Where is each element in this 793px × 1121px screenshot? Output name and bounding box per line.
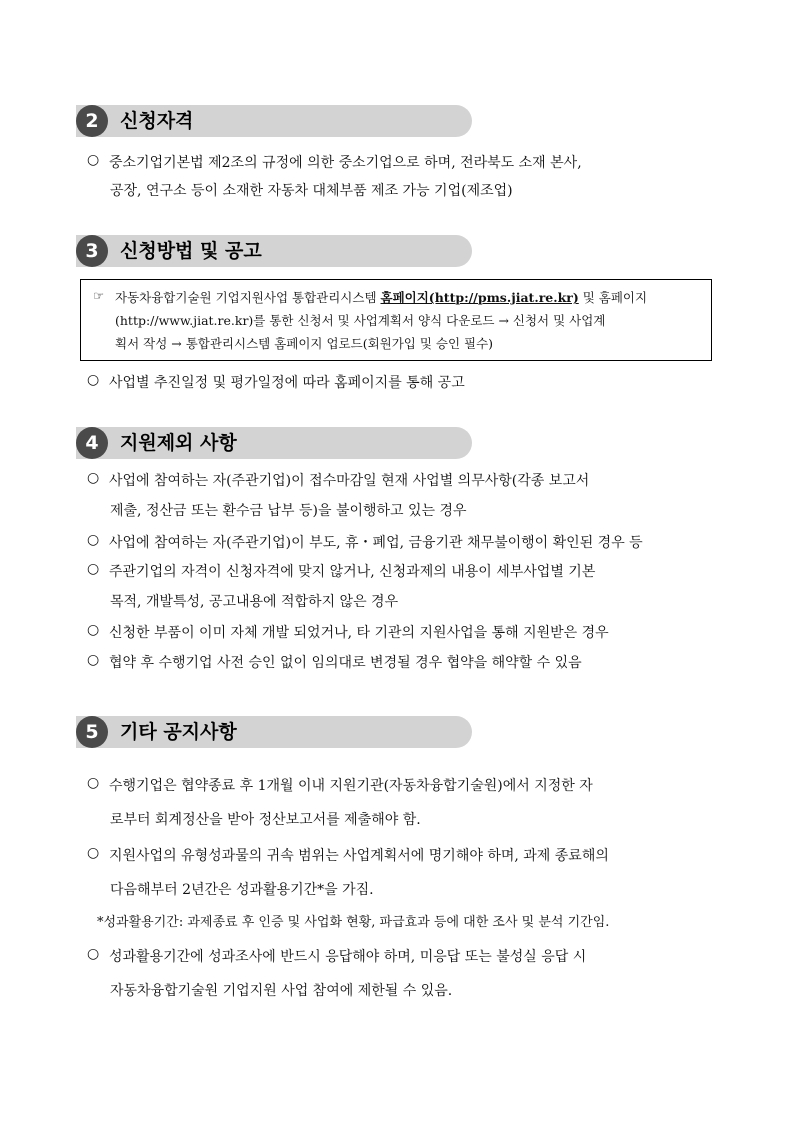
method-line-3: 획서 작성 → 통합관리시스템 홈페이지 업로드(회원가입 및 승인 필수) — [115, 336, 494, 351]
bullet-icon: ○ — [87, 946, 100, 962]
bullet-icon: ○ — [87, 845, 100, 861]
section-title: 기타 공지사항 — [120, 721, 237, 743]
item-text: 주관기업의 자격이 신청자격에 맞지 않거나, 신청과제의 내용이 세부사업별 기본 — [109, 564, 596, 580]
bullet-icon: ○ — [87, 775, 100, 791]
method-text: 자동차융합기술원 기업지원사업 통합관리시스템 — [115, 290, 381, 305]
section-3-header — [76, 235, 472, 267]
section-number-badge: 2 — [76, 105, 108, 137]
item-text: 로부터 회계정산을 받아 정산보고서를 제출해야 함. — [110, 812, 421, 828]
item-text: 지원사업의 유형성과물의 귀속 범위는 사업계획서에 명기해야 하며, 과제 종료해의 — [109, 848, 609, 864]
item-text: 수행기업은 협약종료 후 1개월 이내 지원기관(자동차융합기술원)에서 지정한 자 — [109, 778, 593, 794]
pointing-hand-icon: ☞ — [93, 288, 105, 303]
item-text: 다음해부터 2년간은 성과활용기간*을 가짐. — [110, 882, 374, 898]
section-5-header — [76, 716, 472, 748]
item-text: 사업별 추진일정 및 평가일정에 따라 홈페이지를 통해 공고 — [109, 375, 465, 391]
item-text: 자동차융합기술원 기업지원 사업 참여에 제한될 수 있음. — [110, 983, 453, 999]
section-2-header — [76, 105, 472, 137]
bullet-icon: ○ — [87, 152, 100, 168]
item-text: 목적, 개발특성, 공고내용에 적합하지 않은 경우 — [110, 594, 399, 610]
item-text: 제출, 정산금 또는 환수금 납부 등)을 불이행하고 있는 경우 — [110, 503, 467, 519]
method-line-1 — [115, 288, 647, 306]
bullet-icon: ○ — [87, 372, 100, 388]
item-text: 신청한 부품이 이미 자체 개발 되었거나, 타 기관의 지원사업을 통해 지원받은 경우 — [109, 625, 609, 641]
section-title: 신청방법 및 공고 — [120, 240, 262, 262]
method-line-2: (http://www.jiat.re.kr)를 통한 신청서 및 사업계획서 양식 다운로드 → 신청서 및 사업계 — [115, 313, 606, 328]
bullet-icon: ○ — [87, 622, 100, 638]
item-text: 사업에 참여하는 자(주관기업)이 부도, 휴・폐업, 금융기관 채무불이행이 확인된 경우 등 — [109, 535, 643, 551]
homepage-link[interactable]: 홈페이지(http://pms.jiat.re.kr) — [380, 290, 579, 305]
bullet-icon: ○ — [87, 532, 100, 548]
item-text: 중소기업기본법 제2조의 규정에 의한 중소기업으로 하며, 전라북도 소재 본사, — [109, 155, 582, 171]
method-text: 및 홈페이지 — [578, 290, 648, 305]
bullet-icon: ○ — [87, 652, 100, 668]
bullet-icon: ○ — [87, 470, 100, 486]
section-number-badge: 3 — [76, 235, 108, 267]
item-text: 공장, 연구소 등이 소재한 자동차 대체부품 제조 가능 기업(제조업) — [110, 183, 513, 199]
application-method-box — [80, 279, 712, 361]
bullet-icon: ○ — [87, 561, 100, 577]
section-number-badge: 4 — [76, 427, 108, 459]
section-title: 지원제외 사항 — [120, 432, 237, 454]
item-text: 사업에 참여하는 자(주관기업)이 접수마감일 현재 사업별 의무사항(각종 보고서 — [109, 473, 590, 489]
item-text: 성과활용기간에 성과조사에 반드시 응답해야 하며, 미응답 또는 불성실 응답 시 — [109, 949, 587, 965]
item-text: 협약 후 수행기업 사전 승인 없이 임의대로 변경될 경우 협약을 해약할 수 있음 — [109, 655, 582, 671]
section-title: 신청자격 — [120, 110, 194, 132]
footnote: *성과활용기간: 과제종료 후 인증 및 사업화 현황, 파급효과 등에 대한 조사 및 분석 기간임. — [97, 915, 610, 930]
section-4-header — [76, 427, 472, 459]
section-number-badge: 5 — [76, 716, 108, 748]
